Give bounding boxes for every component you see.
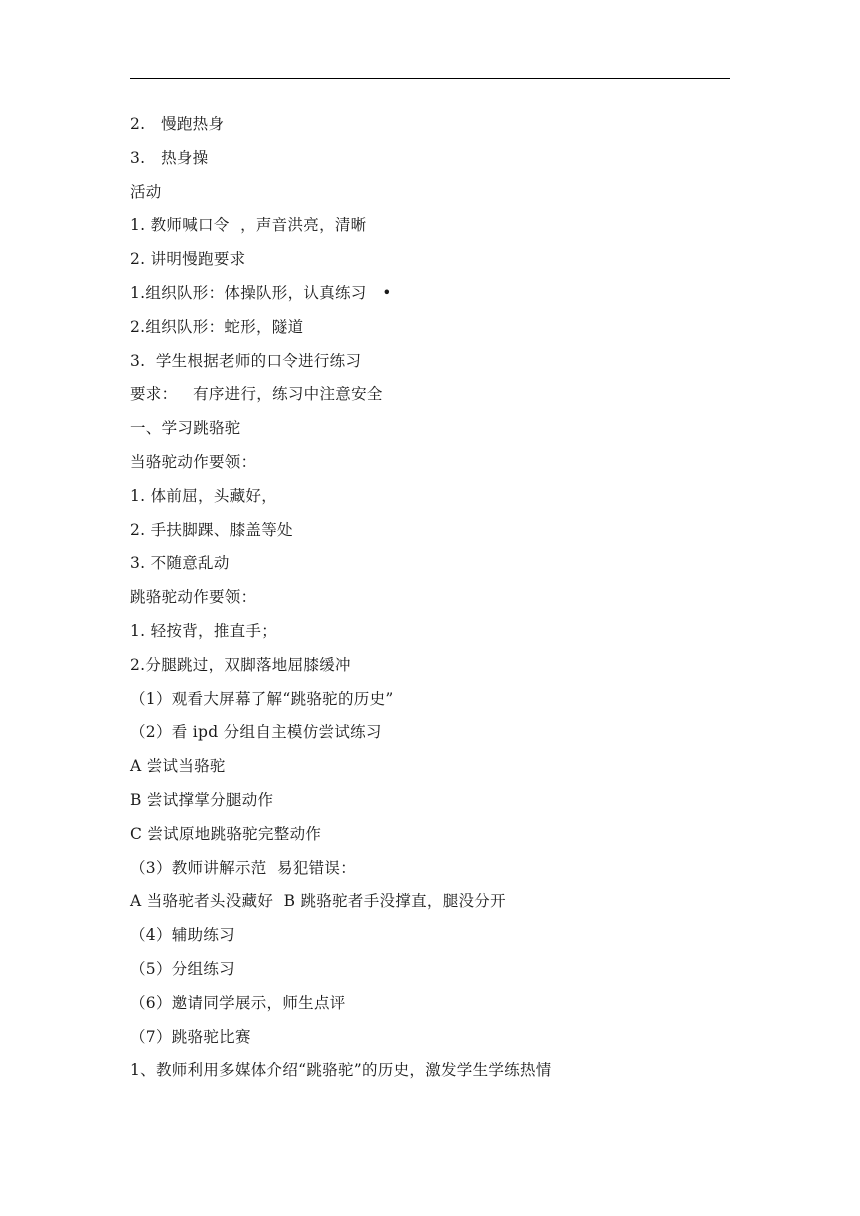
text-line: 1. 教师喊口令 ，声音洪亮，清晰 (130, 216, 367, 235)
section-heading: 一、学习跳骆驼 (130, 419, 241, 438)
text-line: （4）辅助练习 (130, 926, 235, 945)
text-line: B 尝试撑掌分腿动作 (130, 790, 274, 809)
text-line: A 当骆驼者头没藏好 B 跳骆驼者手没撑直，腿没分开 (130, 892, 506, 911)
text-line: 2. 讲明慢跑要求 (130, 250, 246, 269)
header-rule (130, 78, 730, 79)
text-line: 3. 热身操 (130, 148, 209, 167)
text-line: 1. 体前屈，头藏好， (130, 486, 278, 505)
text-line: （7）跳骆驼比赛 (130, 1027, 251, 1046)
text-line: 当骆驼动作要领： (130, 452, 257, 471)
text-line: （5）分组练习 (130, 959, 235, 978)
document-body (130, 108, 750, 1088)
text-line: 1、教师利用多媒体介绍“跳骆驼”的历史，激发学生学练热情 (130, 1061, 552, 1080)
text-line: （1）观看大屏幕了解“跳骆驼的历史” (130, 689, 394, 708)
text-line: （6）邀请同学展示，师生点评 (130, 993, 346, 1012)
text-line: 活动 (130, 182, 162, 201)
text-line: 2. 手扶脚踝、膝盖等处 (130, 520, 293, 539)
text-line: 跳骆驼动作要领： (130, 588, 257, 607)
text-line: 2. 慢跑热身 (130, 115, 225, 133)
text-line: 1.组织队形：体操队形，认真练习 • (130, 283, 392, 302)
text-line: 3. 不随意乱动 (130, 554, 230, 573)
text-line: C 尝试原地跳骆驼完整动作 (130, 824, 322, 843)
text-line: 2.组织队形：蛇形，隧道 (130, 317, 304, 336)
text-line: 3. 学生根据老师的口令进行练习 (130, 351, 362, 370)
text-line: A 尝试当骆驼 (130, 757, 226, 776)
text-line: 1. 轻按背，推直手； (130, 621, 278, 640)
text-line: （2）看 ipd 分组自主模仿尝试练习 (130, 723, 382, 742)
text-line: 2.分腿跳过，双脚落地屈膝缓冲 (130, 655, 351, 674)
text-line: 要求： 有序进行，练习中注意安全 (130, 385, 383, 404)
text-line: （3）教师讲解示范 易犯错误： (130, 858, 357, 877)
